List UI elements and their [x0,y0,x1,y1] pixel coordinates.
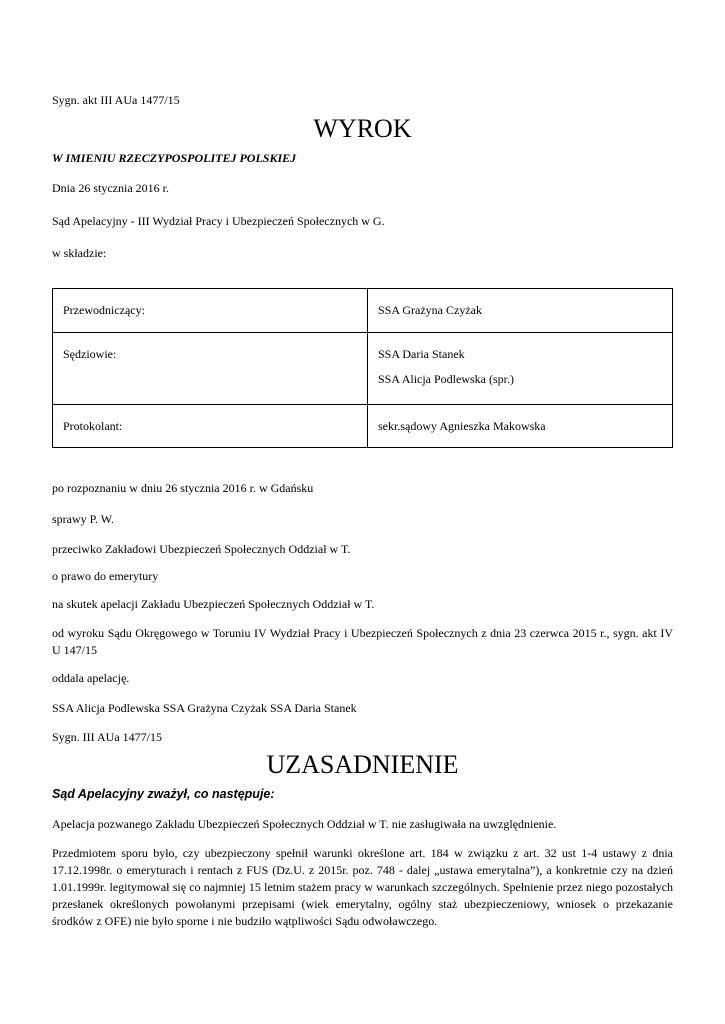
appeal-from-paragraph: od wyroku Sądu Okręgowego w Toruniu IV Wydział Pracy i Ubezpieczeń Społecznych z dnia 23 czerwca 2015 r., sygn. akt IV U 147/15 [52,626,673,657]
composition-table [52,288,673,448]
case-reference: Sygn. akt III AUa 1477/15 [52,93,180,107]
justification-paragraph-1: Apelacja pozwanego Zakładu Ubezpieczeń Społecznych Oddział w T. nie zasługiwała na uwzględnienie. [52,817,557,831]
table-row [53,289,673,333]
decision-line: oddala apelację. [52,671,130,685]
clerk-value: sekr.sądowy Agnieszka Makowska [378,419,546,433]
hearing-line: po rozpoznaniu w dniu 26 stycznia 2016 r. w Gdańsku [52,481,314,495]
subject-line: o prawo do emerytury [52,569,159,583]
respondent-line: przeciwko Zakładowi Ubezpieczeń Społecznych Oddział w T. [52,542,351,556]
justification-paragraph-2: Przedmiotem sporu było, czy ubezpieczony spełnił warunki określone art. 184 w związku z art. 32 ust 1-4 ustawy z dnia 17.12.1998r. o emeryturach i rentach z FUS (Dz.U. z 2015r. poz. 748 - dalej „ustawa emerytalna”), a konkretnie czy na dzień 1.01.1999r. legitymował się co najmniej 15 letnim stażem pracy w warunkach szczególnych. Spełnienie przez niego pozostałych przesłanek określonych powołanymi przepisami (wiek emerytalny, ogólny staż ubezpieczeniowy, wniosek o przekazanie środków z OFE) nie było sporne i nie budziło wątpliwości Sądu odwoławczego. [52,846,673,928]
judgment-date: Dnia 26 stycznia 2016 r. [52,181,169,195]
table-row [53,333,673,405]
clerk-label: Protokolant: [63,419,123,433]
composition-intro: w składzie: [52,246,107,260]
signatures-line: SSA Alicja Podlewska SSA Grażyna Czyżak SSA Daria Stanek [52,701,357,715]
justification-title: UZASADNIENIE [266,750,459,779]
case-party-line: sprawy P. W. [52,512,115,526]
document-title: WYROK [313,114,412,143]
presiding-label: Przewodniczący: [63,303,145,317]
justification-heading: Sąd Apelacyjny zważył, co następuje: [52,787,275,801]
case-reference-2: Sygn. III AUa 1477/15 [52,730,162,744]
presiding-value: SSA Grażyna Czyżak [378,303,482,317]
judges-label: Sędziowie: [63,347,117,361]
appeal-line: na skutek apelacji Zakładu Ubezpieczeń Społecznych Oddział w T. [52,597,375,611]
table-row [53,405,673,448]
judge-name: SSA Alicja Podlewska (spr.) [378,372,515,386]
court-name: Sąd Apelacyjny - III Wydział Pracy i Ubezpieczeń Społecznych w G. [52,214,385,228]
judge-name: SSA Daria Stanek [378,347,465,361]
document-subtitle: W IMIENIU RZECZYPOSPOLITEJ POLSKIEJ [52,151,297,165]
